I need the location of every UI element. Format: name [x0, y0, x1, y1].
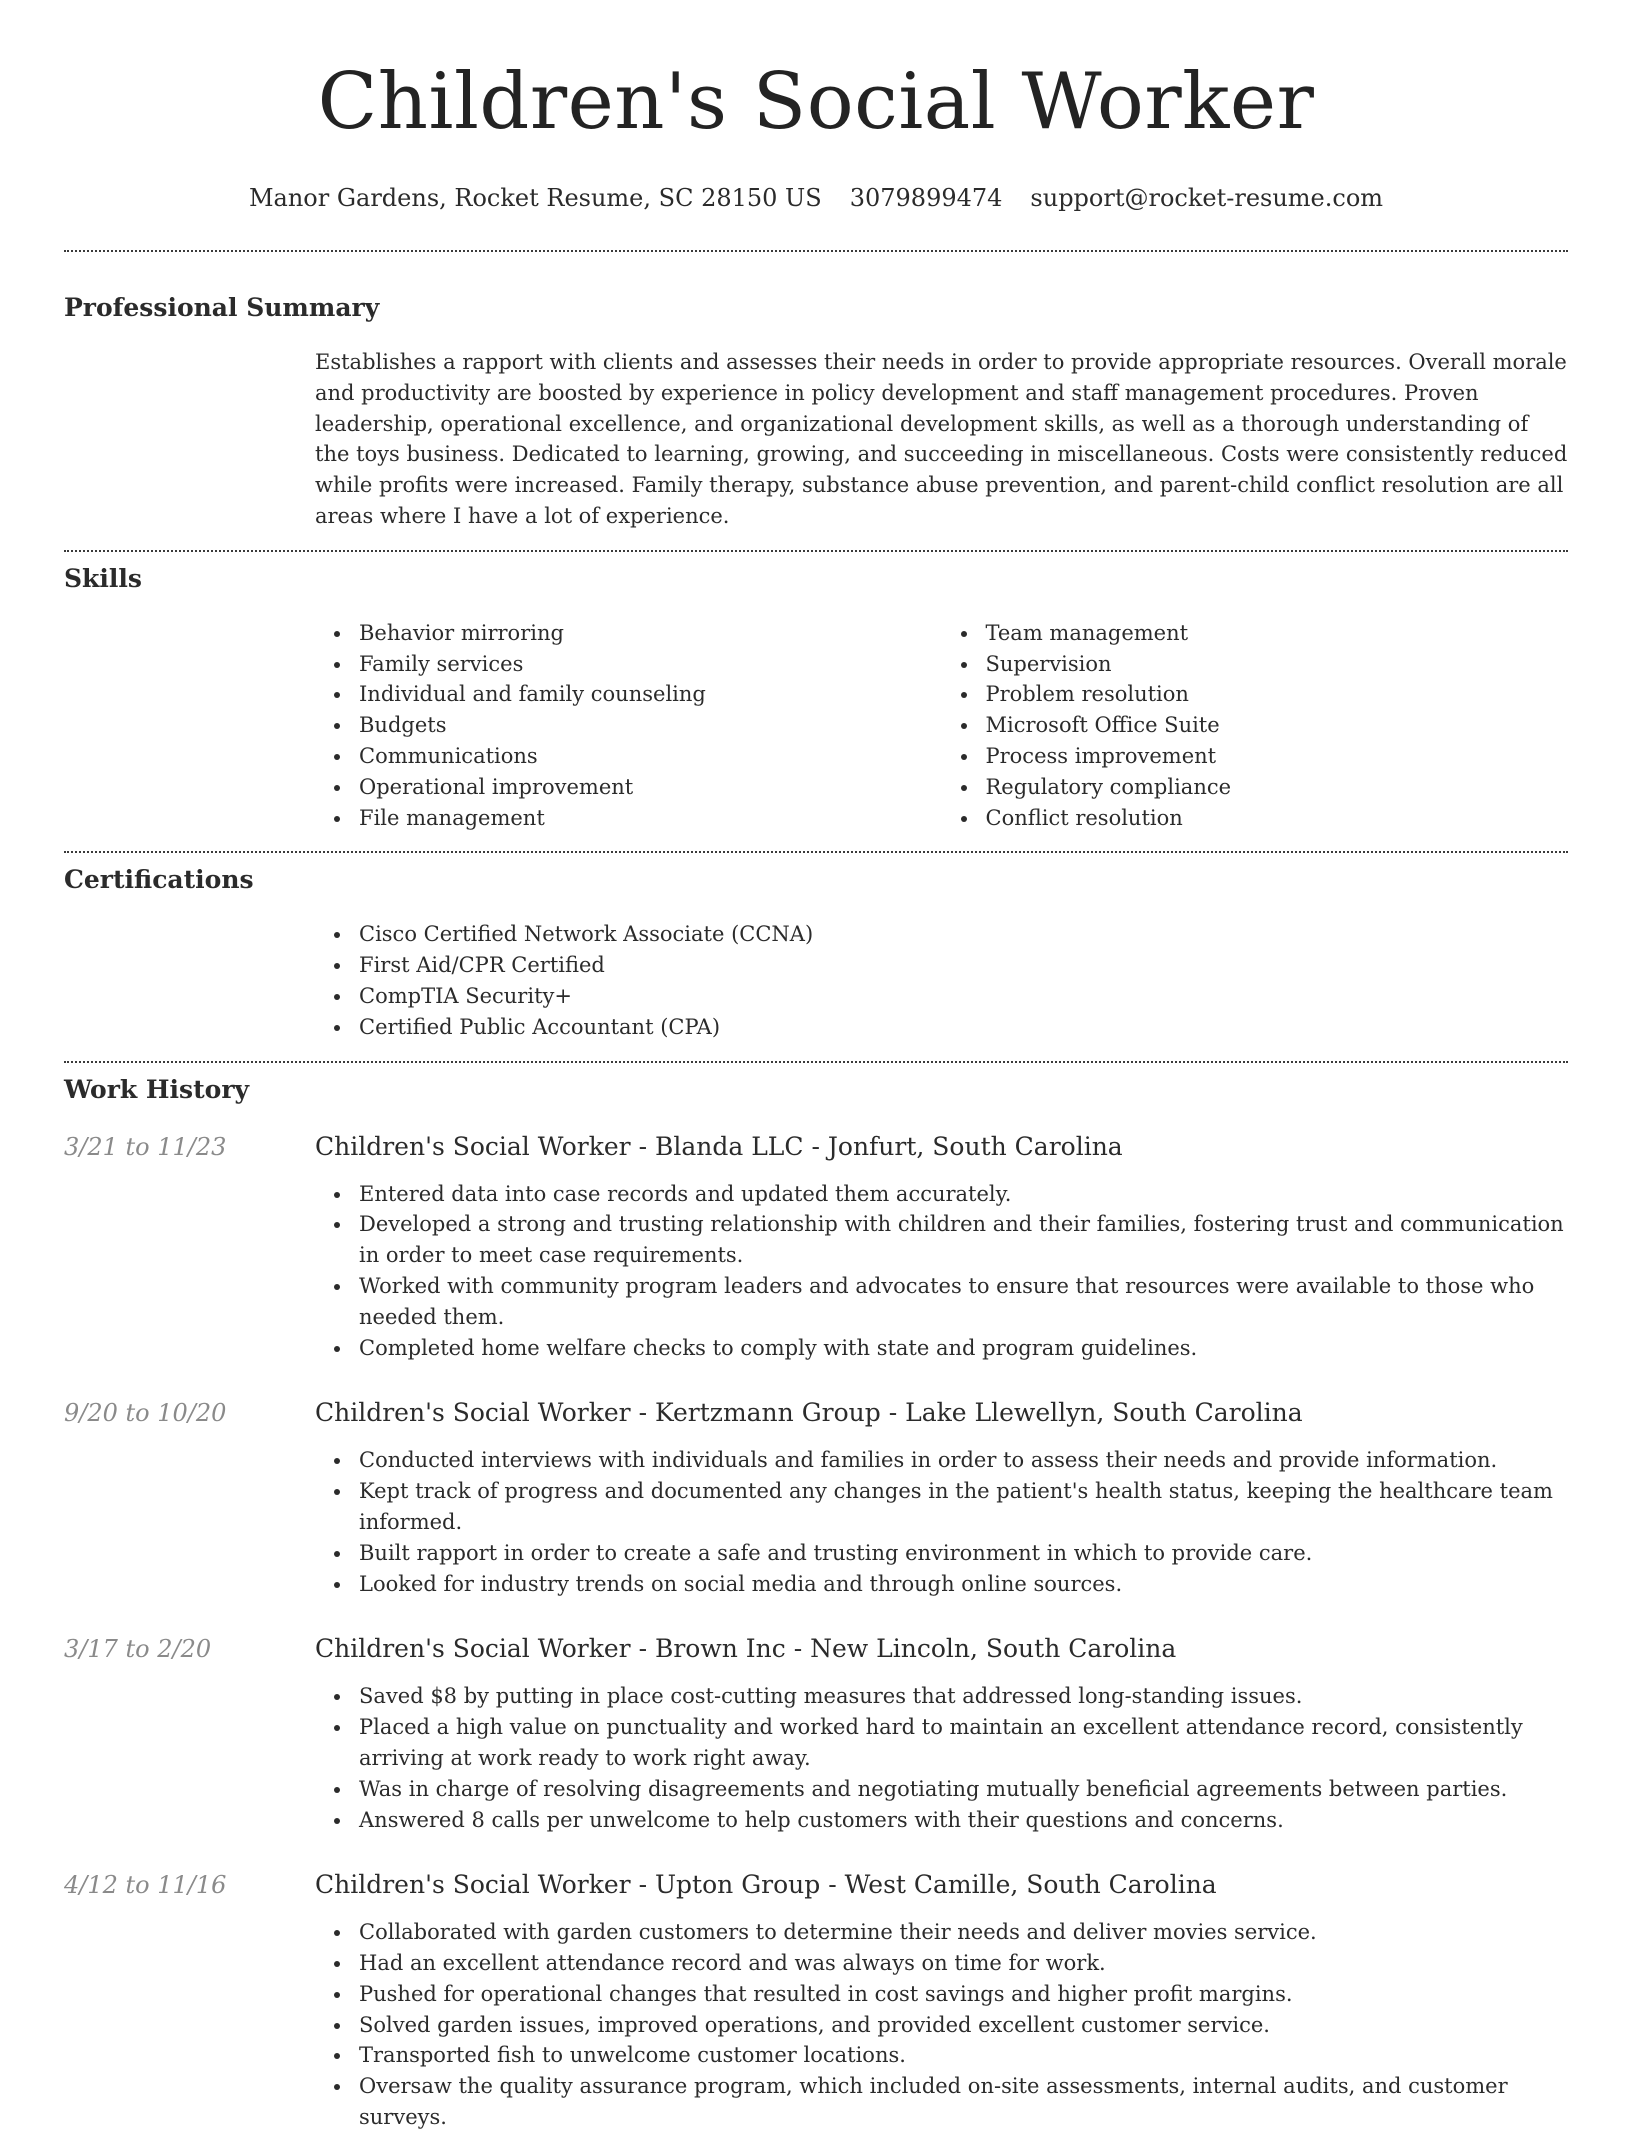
job-bullet: Conducted interviews with individuals and families in order to assess their needs and provide information.	[359, 1445, 1568, 1476]
skill-item: Individual and family counseling	[359, 679, 942, 710]
job-bullet: Saved $8 by putting in place cost-cutting measures that addressed long-standing issues.	[359, 1681, 1568, 1712]
skill-item: File management	[359, 803, 942, 834]
job-entry	[64, 1397, 1568, 1599]
certification-item: CompTIA Security+	[359, 981, 1568, 1012]
skill-item: Process improvement	[986, 741, 1569, 772]
skills-list-right	[942, 618, 1569, 834]
skill-item: Operational improvement	[359, 772, 942, 803]
section-title-certifications: Certifications	[64, 865, 254, 895]
job-heading: Children's Social Worker - Upton Group - West Camille, South Carolina	[315, 1870, 1217, 1900]
job-bullet: Placed a high value on punctuality and worked hard to maintain an excellent attendance record, consistently arriving at work ready to work right away.	[359, 1712, 1568, 1774]
contact-phone: 3079899474	[849, 184, 1003, 212]
skills-content	[315, 618, 1568, 834]
skill-item: Supervision	[986, 649, 1569, 680]
certifications-list	[315, 919, 1568, 1042]
section-title-work: Work History	[64, 1074, 250, 1104]
job-entry	[64, 1131, 1568, 1364]
job-bullet: Was in charge of resolving disagreements and negotiating mutually beneficial agreements between parties.	[359, 1774, 1568, 1805]
job-dates: 9/20 to 10/20	[64, 1399, 227, 1428]
job-entry	[64, 1633, 1568, 1835]
job-dates: 4/12 to 11/16	[64, 1871, 227, 1900]
section-title-skills: Skills	[64, 563, 142, 593]
job-bullet: Had an excellent attendance record and was always on time for work.	[359, 1948, 1568, 1979]
skill-item: Microsoft Office Suite	[986, 710, 1569, 741]
candidate-name: Children's Social Worker	[317, 57, 1315, 147]
job-bullet: Transported fish to unwelcome customer locations.	[359, 2040, 1568, 2071]
job-bullet: Worked with community program leaders and advocates to ensure that resources were available to those who needed them.	[359, 1271, 1568, 1333]
skill-item: Problem resolution	[986, 679, 1569, 710]
certifications-content	[315, 919, 1568, 1042]
summary-section	[64, 252, 1568, 532]
skill-item: Regulatory compliance	[986, 772, 1569, 803]
job-heading: Children's Social Worker - Brown Inc - New Lincoln, South Carolina	[315, 1634, 1177, 1664]
skill-item: Family services	[359, 649, 942, 680]
job-bullet: Developed a strong and trusting relationship with children and their families, fostering trust and communication in order to meet case requirements.	[359, 1209, 1568, 1271]
skill-item: Communications	[359, 741, 942, 772]
job-bullet: Collaborated with garden customers to determine their needs and deliver movies service.	[359, 1917, 1568, 1948]
summary-content	[315, 347, 1568, 532]
certification-item: First Aid/CPR Certified	[359, 950, 1568, 981]
certification-item: Cisco Certified Network Associate (CCNA)	[359, 919, 1568, 950]
job-bullets	[315, 1917, 1568, 2133]
certifications-section	[64, 853, 1568, 1042]
job-bullet: Pushed for operational changes that resulted in cost savings and higher profit margins.	[359, 1979, 1568, 2010]
work-section	[64, 1063, 1568, 2133]
skills-section	[64, 552, 1568, 834]
job-bullets	[315, 1681, 1568, 1835]
summary-text: Establishes a rapport with clients and assesses their needs in order to provide appropriate resources. Overall morale and productivity are boosted by experience in policy development and staff management procedures. Proven leadership, operational excellence, and organizational development skills, as well as a thorough understanding of the toys business. Dedicated to learning, growing, and succeeding in miscellaneous. Costs were consistently reduced while profits were increased. Family therapy, substance abuse prevention, and parent-child conflict resolution are all areas where I have a lot of experience.	[315, 350, 1568, 528]
job-bullet: Oversaw the quality assurance program, which included on-site assessments, internal audits, and customer surveys.	[359, 2071, 1568, 2133]
contact-line	[64, 182, 1568, 214]
job-entry	[64, 1869, 1568, 2133]
job-heading: Children's Social Worker - Kertzmann Group - Lake Llewellyn, South Carolina	[315, 1398, 1303, 1428]
skill-item: Team management	[986, 618, 1569, 649]
certification-item: Certified Public Accountant (CPA)	[359, 1012, 1568, 1043]
job-bullet: Solved garden issues, improved operations, and provided excellent customer service.	[359, 2010, 1568, 2041]
skill-item: Conflict resolution	[986, 803, 1569, 834]
skill-item: Budgets	[359, 710, 942, 741]
job-bullet: Kept track of progress and documented any changes in the patient's health status, keeping the healthcare team informed.	[359, 1476, 1568, 1538]
section-title-summary: Professional Summary	[64, 293, 380, 322]
job-bullet: Looked for industry trends on social media and through online sources.	[359, 1569, 1568, 1600]
job-bullets	[315, 1445, 1568, 1599]
job-dates: 3/17 to 2/20	[64, 1635, 212, 1664]
job-heading: Children's Social Worker - Blanda LLC - Jonfurt, South Carolina	[315, 1131, 1123, 1161]
skills-list-left	[315, 618, 942, 834]
skill-item: Behavior mirroring	[359, 618, 942, 649]
job-dates: 3/21 to 11/23	[64, 1132, 227, 1161]
job-bullet: Entered data into case records and updated them accurately.	[359, 1179, 1568, 1210]
job-bullets	[315, 1179, 1568, 1364]
resume-page	[64, 0, 1568, 2133]
job-bullet: Completed home welfare checks to comply with state and program guidelines.	[359, 1333, 1568, 1364]
job-bullet: Built rapport in order to create a safe and trusting environment in which to provide care.	[359, 1538, 1568, 1569]
contact-email: support@rocket-resume.com	[1030, 184, 1384, 212]
job-bullet: Answered 8 calls per unwelcome to help customers with their questions and concerns.	[359, 1805, 1568, 1836]
contact-address: Manor Gardens, Rocket Resume, SC 28150 US	[248, 184, 822, 212]
